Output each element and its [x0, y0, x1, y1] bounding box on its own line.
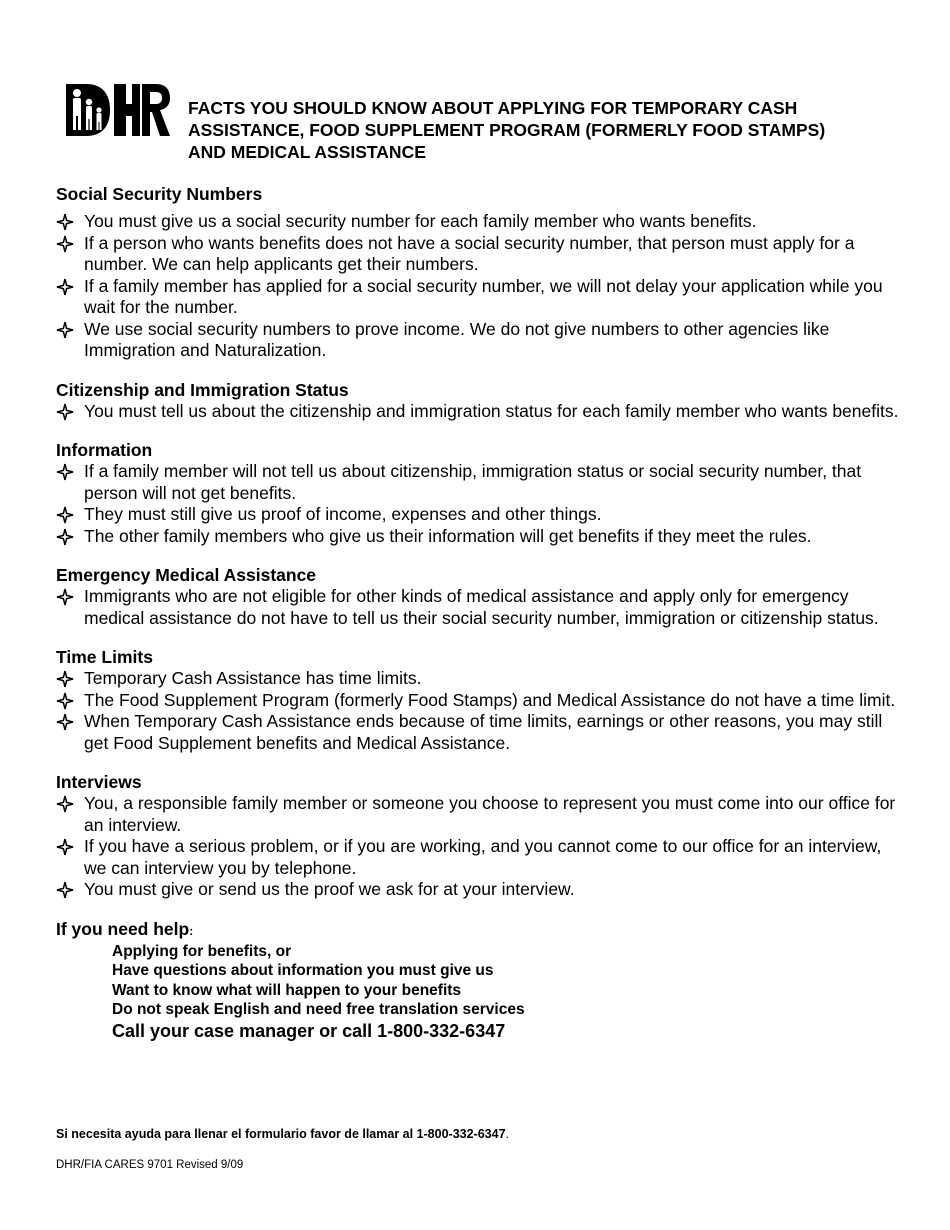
- section-heading: Interviews: [56, 772, 142, 792]
- section-interviews: [56, 771, 906, 901]
- help-section: [56, 918, 906, 1042]
- star-bullet-icon: [56, 528, 74, 546]
- star-bullet-icon: [56, 506, 74, 524]
- section-heading: Emergency Medical Assistance: [56, 565, 317, 585]
- spanish-note-period: .: [505, 1127, 510, 1141]
- star-bullet-icon: [56, 463, 74, 481]
- bullet-text: When Temporary Cash Assistance ends because of time limits, earnings or other reasons, you may still get Food Supplement benefits and Medical Assistance.: [84, 711, 883, 753]
- list-item: [56, 319, 906, 362]
- list-item: [56, 711, 906, 754]
- star-bullet-icon: [56, 838, 74, 856]
- form-id-footer: DHR/FIA CARES 9701 Revised 9/09: [56, 1159, 244, 1171]
- help-lines: [112, 942, 906, 1020]
- section-heading: Time Limits: [56, 647, 153, 667]
- list-item: [56, 401, 906, 423]
- star-bullet-icon: [56, 278, 74, 296]
- bullet-text: If a family member has applied for a social security number, we will not delay your application while you wait for the number.: [84, 275, 883, 317]
- bullet-text: The other family members who give us their information will get benefits if they meet the rules.: [84, 525, 812, 546]
- bullet-text: Temporary Cash Assistance has time limits.: [84, 668, 422, 688]
- title-line: AND MEDICAL ASSISTANCE: [188, 142, 426, 162]
- bullet-text: If a family member will not tell us about citizenship, immigration status or social security number, that person will not get benefits.: [84, 461, 862, 503]
- section-information: [56, 439, 906, 547]
- section-heading: Social Security Numbers: [56, 184, 263, 204]
- bullet-list: [56, 668, 906, 754]
- list-item: [56, 461, 906, 504]
- bullet-text: If you have a serious problem, or if you are working, and you cannot come to our office for an interview, we can interview you by telephone.: [84, 836, 882, 878]
- list-item: [56, 836, 906, 879]
- bullet-text: You must tell us about the citizenship and immigration status for each family member who wants benefits.: [84, 400, 899, 421]
- title-line: FACTS YOU SHOULD KNOW ABOUT APPLYING FOR TEMPORARY CASH: [188, 98, 798, 118]
- section-emergency-medical-assistance: [56, 564, 906, 629]
- help-heading: [56, 918, 906, 942]
- bullet-text: You must give us a social security number for each family member who wants benefits.: [84, 211, 757, 231]
- spanish-help-note: [56, 1127, 509, 1141]
- star-bullet-icon: [56, 213, 74, 231]
- section-social-security-numbers: [56, 183, 906, 362]
- bullet-list: [56, 586, 906, 629]
- section-heading: Citizenship and Immigration Status: [56, 379, 349, 400]
- list-item: [56, 586, 906, 629]
- bullet-text: You, a responsible family member or someone you choose to represent you must come into our office for an interview.: [84, 793, 896, 835]
- document-title: [188, 97, 908, 163]
- document-body: [56, 183, 906, 1042]
- star-bullet-icon: [56, 235, 74, 253]
- section-time-limits: [56, 646, 906, 754]
- help-heading-colon: :: [189, 923, 194, 938]
- list-item: [56, 793, 906, 836]
- dhr-logo: [64, 80, 170, 140]
- bullet-list: [56, 211, 906, 362]
- bullet-text: Immigrants who are not eligible for other kinds of medical assistance and apply only for emergency medical assistance do not have to tell us their social security number, immigration or citizenship status.: [84, 586, 879, 628]
- bullet-list: [56, 401, 906, 423]
- star-bullet-icon: [56, 670, 74, 688]
- bullet-text: They must still give us proof of income, expenses and other things.: [84, 504, 602, 524]
- list-item: [56, 526, 906, 548]
- title-line: ASSISTANCE, FOOD SUPPLEMENT PROGRAM (FORMERLY FOOD STAMPS): [188, 120, 826, 140]
- bullet-text: The Food Supplement Program (formerly Food Stamps) and Medical Assistance do not have a time limit.: [84, 689, 896, 710]
- bullet-list: [56, 793, 906, 901]
- list-item: [56, 276, 906, 319]
- section-citizenship-immigration: [56, 379, 906, 423]
- star-bullet-icon: [56, 321, 74, 339]
- star-bullet-icon: [56, 795, 74, 813]
- spanish-note-text: Si necesita ayuda para llenar el formulario favor de llamar al 1-800-332-6347: [56, 1127, 506, 1141]
- list-item: [56, 233, 906, 276]
- list-item: [56, 690, 906, 712]
- section-heading: Information: [56, 440, 153, 460]
- bullet-text: We use social security numbers to prove income. We do not give numbers to other agencies like Immigration and Naturalization.: [84, 318, 830, 360]
- star-bullet-icon: [56, 692, 74, 710]
- help-line: Want to know what will happen to your benefits: [112, 981, 462, 999]
- help-line: Have questions about information you must give us: [112, 962, 494, 979]
- help-call-number: Call your case manager or call 1-800-332-6347: [112, 1020, 506, 1041]
- bullet-text: If a person who wants benefits does not have a social security number, that person must apply for a number. We can help applicants get their numbers.: [84, 232, 855, 274]
- list-item: [56, 211, 906, 233]
- help-line: Applying for benefits, or: [112, 942, 292, 960]
- help-line: Do not speak English and need free translation services: [112, 1001, 525, 1018]
- star-bullet-icon: [56, 403, 74, 421]
- list-item: [56, 879, 906, 901]
- help-heading-text: If you need help: [56, 918, 190, 939]
- list-item: [56, 504, 906, 526]
- list-item: [56, 668, 906, 690]
- star-bullet-icon: [56, 881, 74, 899]
- star-bullet-icon: [56, 713, 74, 731]
- star-bullet-icon: [56, 588, 74, 606]
- bullet-text: You must give or send us the proof we ask for at your interview.: [84, 879, 575, 899]
- bullet-list: [56, 461, 906, 547]
